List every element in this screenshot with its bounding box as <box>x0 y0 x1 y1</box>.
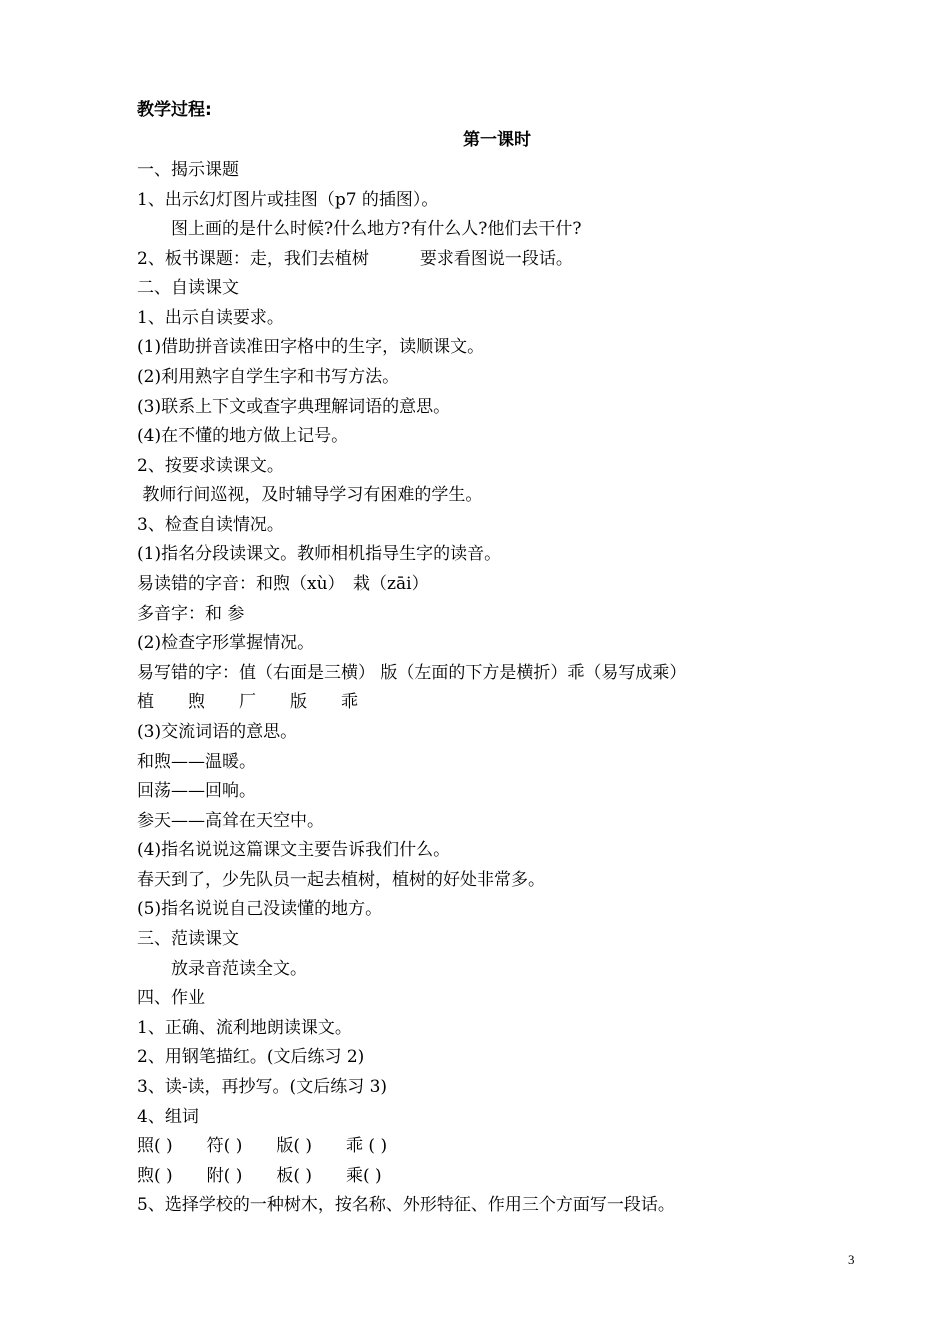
text-line: 2、板书课题：走，我们去植树 要求看图说一段话。 <box>137 249 573 269</box>
text-line: 一、揭示课题 <box>137 160 239 180</box>
text-line: 照( ) 符( ) 版( ) 乖 ( ) <box>137 1136 388 1156</box>
text-line: 4、组词 <box>137 1107 199 1127</box>
text-line: (5)指名说说自己没读懂的地方。 <box>137 899 383 919</box>
text-line: 春天到了，少先队员一起去植树，植树的好处非常多。 <box>137 870 545 890</box>
text-line: 1、正确、流利地朗读课文。 <box>137 1018 352 1038</box>
text-line: 植 煦 厂 版 乖 <box>137 692 358 712</box>
text-line: 二、自读课文 <box>137 278 239 298</box>
lesson-title: 第一课时 <box>463 130 531 150</box>
text-line: 放录音范读全文。 <box>137 959 307 979</box>
text-line: 2、按要求读课文。 <box>137 456 284 476</box>
text-line: (3)联系上下文或查字典理解词语的意思。 <box>137 397 451 417</box>
text-line: 回荡——回响。 <box>137 781 256 801</box>
text-line: 易写错的字：值（右面是三横） 版（左面的下方是横折）乖（易写成乘） <box>137 663 687 683</box>
text-line: 图上画的是什么时候?什么地方?有什么人?他们去干什? <box>137 219 582 239</box>
text-line: (2)检查字形掌握情况。 <box>137 633 315 653</box>
text-line: 易读错的字音：和煦（xù） 栽（zāi） <box>137 574 429 594</box>
text-line: 5、选择学校的一种树木，按名称、外形特征、作用三个方面写一段话。 <box>137 1195 675 1215</box>
text-line: (4)指名说说这篇课文主要告诉我们什么。 <box>137 840 451 860</box>
text-line: 三、范读课文 <box>137 929 239 949</box>
text-line: 四、作业 <box>137 988 205 1008</box>
section-heading: 教学过程: <box>137 100 212 120</box>
text-line: (2)利用熟字自学生字和书写方法。 <box>137 367 400 387</box>
text-line: 1、出示自读要求。 <box>137 308 284 328</box>
text-line: 教师行间巡视，及时辅导学习有困难的学生。 <box>137 485 483 505</box>
text-line: 1、出示幻灯图片或挂图（p7 的插图）。 <box>137 190 439 210</box>
page-number: 3 <box>848 1252 855 1267</box>
text-line: 参天——高耸在天空中。 <box>137 811 324 831</box>
text-line: 3、检查自读情况。 <box>137 515 284 535</box>
text-line: 2、用钢笔描红。(文后练习 2) <box>137 1047 365 1067</box>
text-line: 多音字：和 参 <box>137 604 245 624</box>
text-line: 煦( ) 附( ) 板( ) 乘( ) <box>137 1166 382 1186</box>
text-line: 和煦——温暖。 <box>137 752 256 772</box>
text-line: 3、读-读，再抄写。(文后练习 3) <box>137 1077 388 1097</box>
text-line: (1)借助拼音读准田字格中的生字，读顺课文。 <box>137 337 485 357</box>
text-line: (4)在不懂的地方做上记号。 <box>137 426 349 446</box>
text-line: (1)指名分段读课文。教师相机指导生字的读音。 <box>137 544 502 564</box>
text-line: (3)交流词语的意思。 <box>137 722 298 742</box>
